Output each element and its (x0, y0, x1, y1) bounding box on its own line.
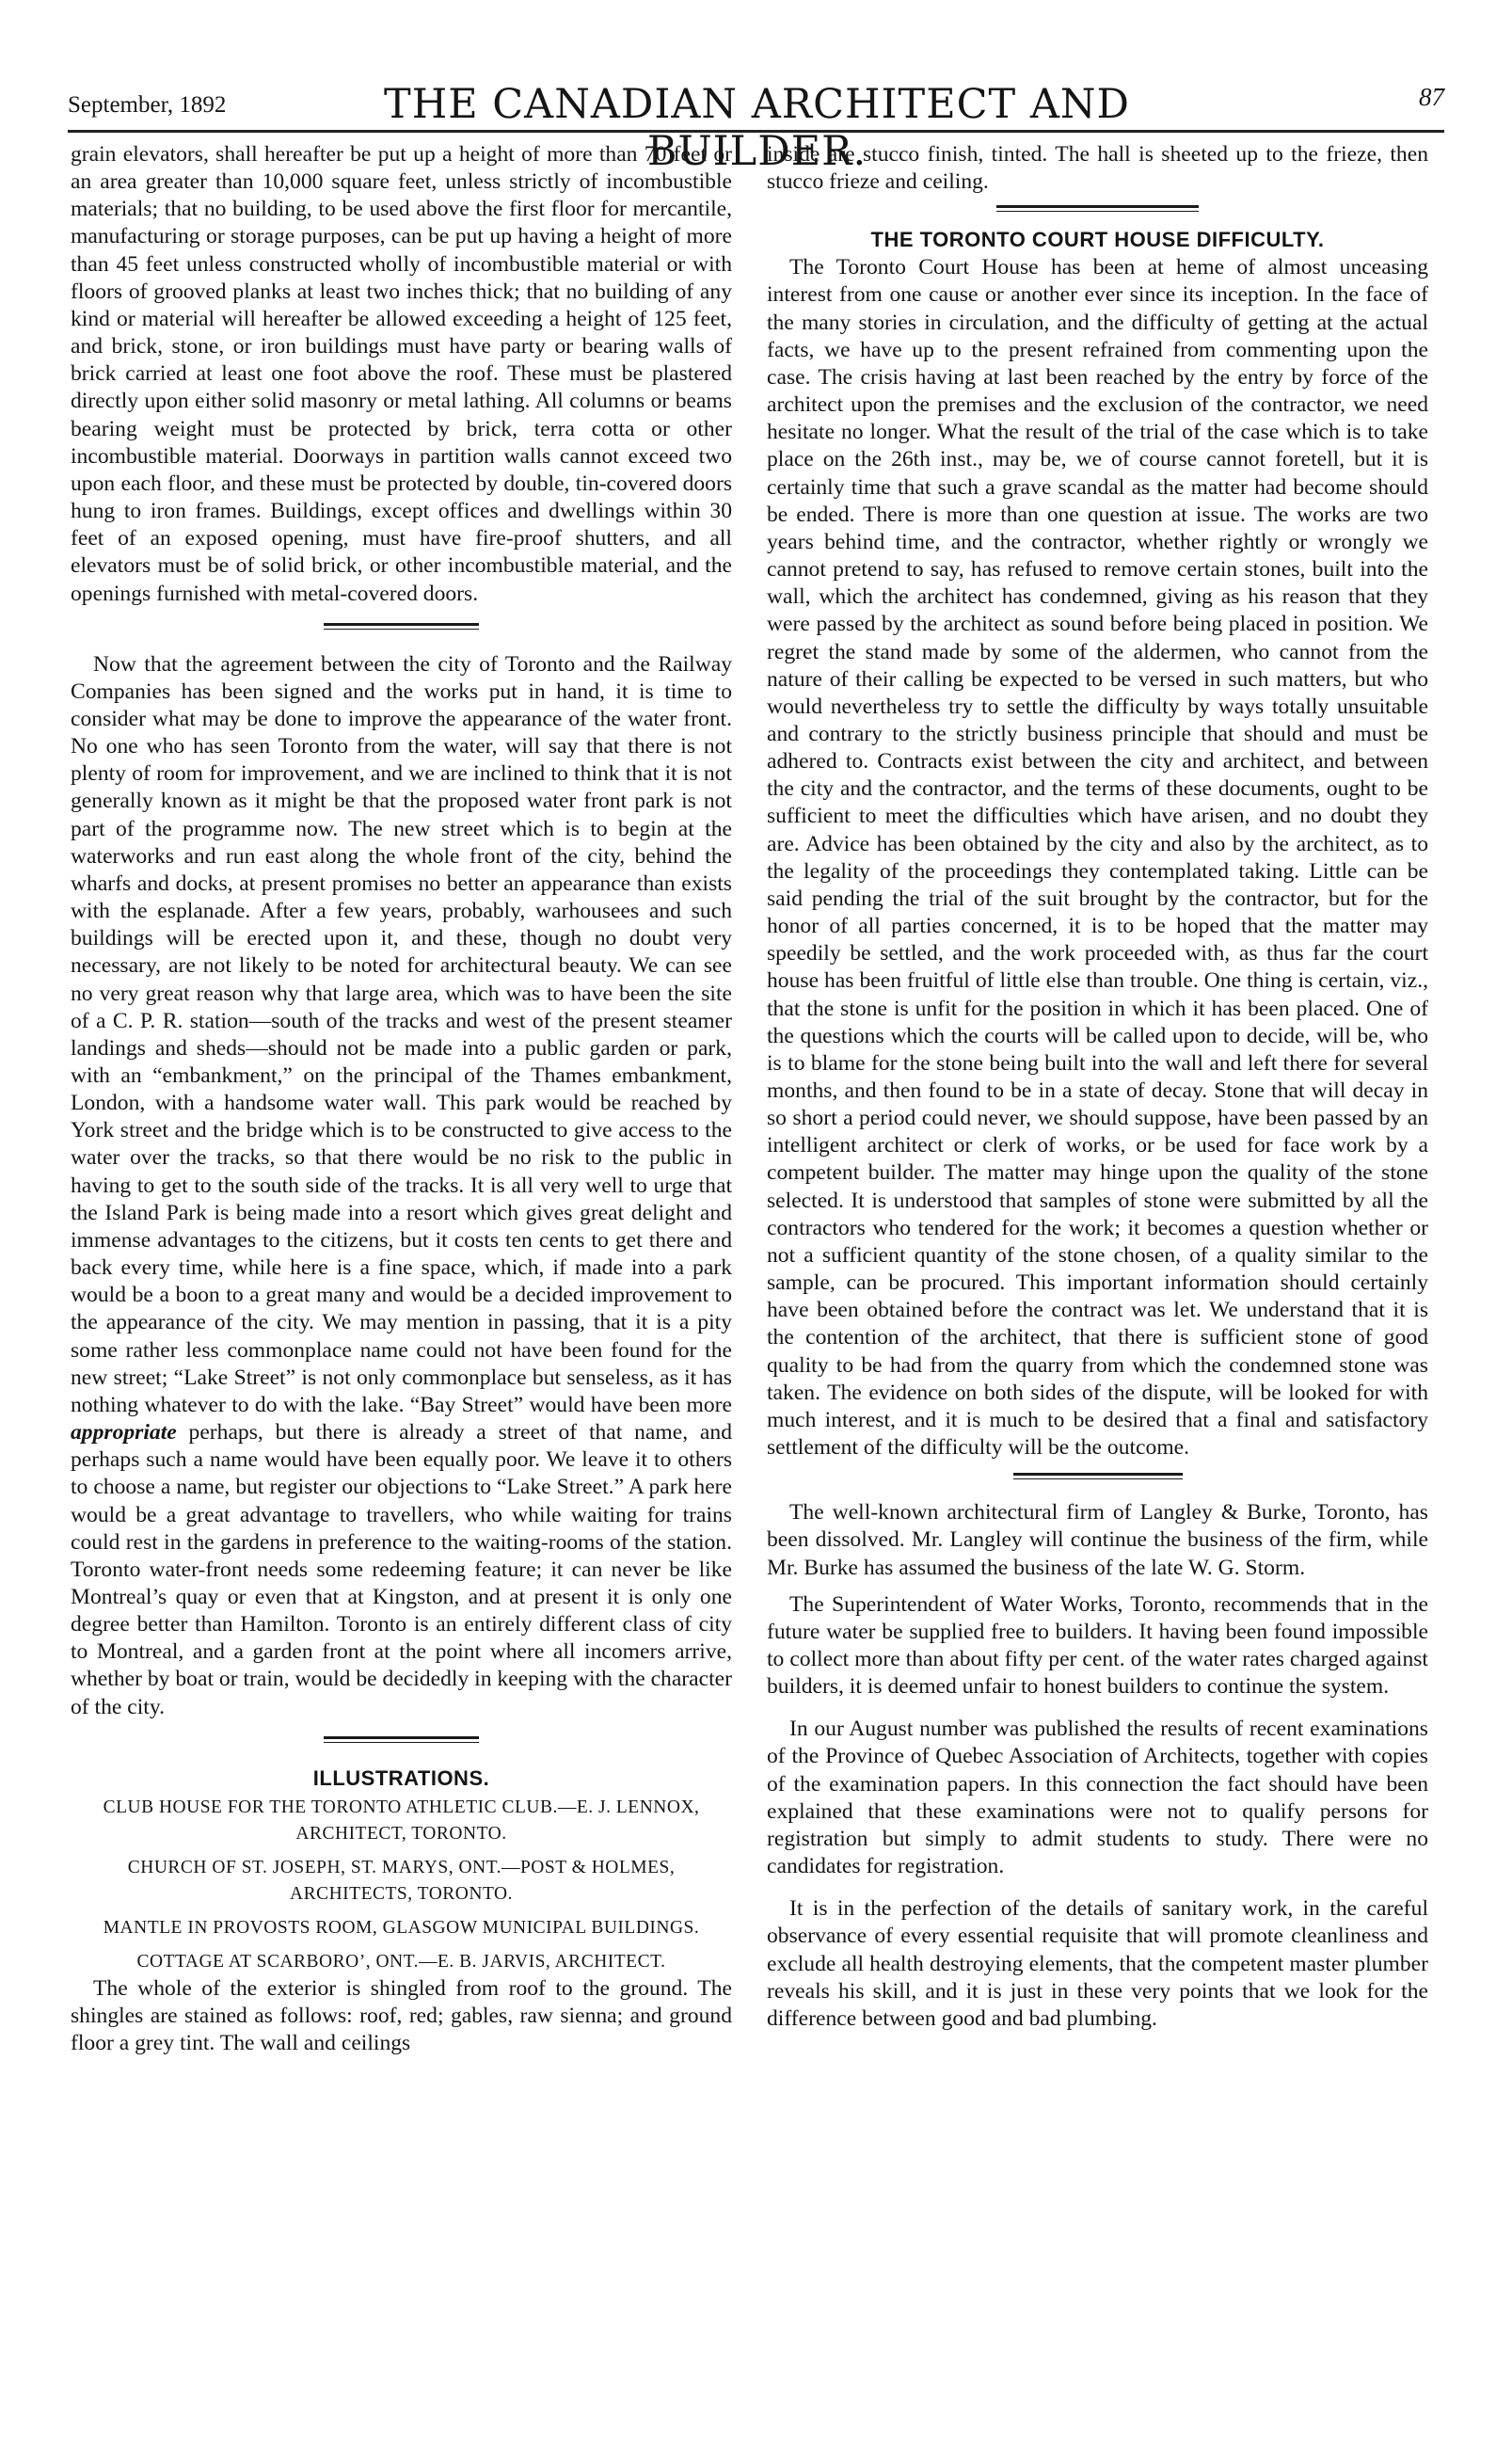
section-divider (1013, 1473, 1183, 1484)
news-note: The well-known architectural firm of Langley & Burke, Toronto, has been dissolved. Mr. Langley will continue the business of the firm, while Mr. Burke has assumed the business of the late W. G. Storm. (767, 1500, 1428, 1580)
illustration-caption: COTTAGE AT SCARBORO’, ONT.—E. B. JARVIS, ARCHITECT. (136, 1951, 666, 1972)
illustration-caption: MANTLE IN PROVOSTS ROOM, GLASGOW MUNICIPAL BUILDINGS. (103, 1917, 700, 1938)
page-number: 87 (1419, 83, 1444, 111)
cottage-description-continued: inside are stucco finish, tinted. The hall is sheeted up to the frieze, then stucco frieze and ceiling. (767, 142, 1428, 195)
section-divider (324, 623, 479, 634)
waterfront-italic-word: appropriate (71, 1420, 177, 1446)
left-column (71, 141, 732, 2057)
illustration-caption: CHURCH OF ST. JOSEPH, ST. MARYS, ONT.—POST & HOLMES, ARCHITECTS, TORONTO. (127, 1857, 676, 1904)
waterfront-paragraph (71, 651, 732, 1721)
waterfront-text-end: perhaps, but there is already a street of that name, and perhaps such a name would have been equally poor. We leave it to others to choose a name, but register our objections to “Lake Street.” A park here would be a great advantage to travellers, who while waiting for trains could rest in the gardens in preference to the waiting-rooms of the station. Toronto water-front needs some redeeming feature; it can never be like Montreal’s quay or even that at Kingston, and at present it is only one degree better than Hamilton. Toronto is an entirely different class of city to Montreal, and a garden front at the point where all incomers arrive, whether by boat or train, would be decidedly in keeping with the character of the city. (71, 1420, 732, 1719)
news-note: The Superintendent of Water Works, Toronto, recommends that in the future water be supplied free to builders. It having been found impossible to collect more than about fifty per cent. of the water rates charged against builders, it is deemed unfair to honest builders to continue the system. (767, 1591, 1428, 1700)
cottage-description: The whole of the exterior is shingled from roof to the ground. The shingles are stained as follows: roof, red; gables, raw sienna; and ground floor a grey tint. The wall and ceilings (71, 1975, 732, 2056)
news-note: In our August number was published the results of recent examinations of the Province of Quebec Association of Architects, together with copies of the examination papers. In this connection the fact should have been explained that these examinations were not to qualify persons for registration but simply to admit students to study. There were no candidates for registration. (767, 1717, 1428, 1879)
building-regulations-paragraph: grain elevators, shall hereafter be put up a height of more than 70 feet or an area greater than 10,000 square feet, unless strictly of incombustible materials; that no building, to be used above the first floor for mercantile, manufacturing or storage purposes, can be put up having a height of more than 45 feet unless constructed wholly of incombustible material or with floors of grooved planks at least two inches thick; that no building of any kind or material will hereafter be allowed exceeding a height of 125 feet, and brick, stone, or iron buildings must have party or bearing walls of brick carried at least one foot above the roof. These must be plastered directly upon either solid masonry or metal lathing. All columns or beams bearing weight must be protected by brick, terra cotta or other incombustible material. Doorways in partition walls cannot exceed two upon each floor, and these must be protected by double, tin-covered doors hung to iron frames. Buildings, except offices and dwellings within 30 feet of an exposed opening, must have fire-proof shutters, and all elevators must be of solid brick, or other incombustible material, and the openings furnished with metal-covered doors. (71, 142, 732, 606)
news-note: It is in the perfection of the details of sanitary work, in the careful observance of every essential requisite that will promote cleanliness and exclude all health destroying elements, that the competent master plumber reveals his skill, and it is just in these very points that we look for the difference between good and bad plumbing. (767, 1896, 1428, 2031)
illustrations-heading: ILLUSTRATIONS. (312, 1765, 490, 1790)
court-house-heading: THE TORONTO COURT HOUSE DIFFICULTY. (870, 228, 1325, 252)
publication-title: THE CANADIAN ARCHITECT AND BUILDER. (384, 81, 1130, 175)
court-house-body: The Toronto Court House has been at heme of almost unceasing interest from one cause or another ever since its inception. In the face of the many stories in circulation, and the difficulty of getting at the actual facts, we have up to the present refrained from commenting upon the case. The crisis having at last been reached by the entry by force of the architect upon the premises and the exclusion of the contractor, we need hesitate no longer. What the result of the trial of the case which is to take place on the 26th inst., may be, we of course cannot foretell, but it is certainly time that such a grave scandal as the matter had become should be ended. There is more than one question at issue. The works are two years behind time, and the contractor, whether rightly or wrongly we cannot pretend to say, has refused to remove certain stones, built into the wall, which the architect has condemned, giving as his reason that they were passed by the architect as sound before being placed in position. We regret the stand made by some of the aldermen, who cannot from the nature of their calling be expected to be versed in such matters, but who would nevertheless try to settle the difficulty by ways totally unsuitable and contrary to the strictly business principle that should and must be adhered to. Contracts exist between the city and architect, and between the city and the contractor, and the terms of these documents, ought to be sufficient to meet the difficulties which have arisen, and no doubt they are. Advice has been obtained by the city and also by the architect, as to the legality of the proceedings they contemplated taking. Little can be said pending the trial of the suit brought by the contractor, but for the honor of all parties concerned, it is to be hoped that the matter may speedily be settled, and the work proceeded with, as thus far the court house has been fruitful of little else than trouble. One thing is certain, viz., that the stone is unfit for the position in which it has been placed. One of the questions which the courts will be called upon to decide, will be, who is to blame for the stone being built into the wall and left there for several months, and then found to be in a state of decay. Stone that will decay in so short a period could never, we should suppose, have been passed by an intelligent architect or clerk of works, or be used for face work by a competent builder. The matter may hinge upon the quality of the stone selected. It is understood that samples of stone were submitted by all the contractors who tendered for the work; it becomes a question whether or not a sufficient quantity of the stone chosen, of a quality similar to the sample, can be procured. This important information should certainly have been obtained before the contract was let. We understand that it is the contention of the architect, that there is sufficient stone of good quality to be had from the quarry from which the condemned stone was taken. The evidence on both sides of the dispute, will be looked for with much interest, and it is much to be desired that a final and satisfactory settlement of the difficulty will be the outcome. (767, 255, 1428, 1461)
issue-date: September, 1892 (68, 92, 227, 118)
waterfront-text-start: Now that the agreement between the city of Toronto and the Railway Companies has been signed and the works put in hand, it is time to consider what may be done to improve the appearance of the water front. No one who has seen Toronto from the water, will say that there is not plenty of room for improvement, and we are inclined to think that it is not generally known as it might be that the proposed water front park is not part of the programme now. The new street which is to begin at the waterworks and run east along the whole front of the city, behind the wharfs and docks, at present promises no better an appearance than exists with the esplanade. After a few years, probably, warhousees and such buildings will be erected upon it, and these, though no doubt very necessary, are not likely to be noted for architectural beauty. We can see no very great reason why that large area, which was to have been the site of a C. P. R. station—south of the tracks and west of the present steamer landings and sheds—should not be made into a public garden or park, with an “embankment,” on the principal of the Thames embankment, London, with a handsome water wall. This park would be reached by York street and the bridge which is to be constructed to give access to the water over the tracks, so that there would be no risk to the public in having to get to the south side of the tracks. It is all very well to urge that the Island Park is being made into a resort which gives great delight and immense advantages to the citizens, but it costs ten cents to get there and back every time, while here is a fine space, which, if made into a park would be a boon to a great many and would be a decided improvement to the appearance of the city. We may mention in passing, that it is a pity some rather less commonplace name could not have been found for the new street; “Lake Street” is not only commonplace but senseless, as it has nothing whatever to do with the lake. “Bay Street” would have been more (71, 651, 732, 1417)
right-column (767, 141, 1428, 2033)
illustration-caption: CLUB HOUSE FOR THE TORONTO ATHLETIC CLUB.—E. J. LENNOX, ARCHITECT, TORONTO. (103, 1797, 700, 1844)
section-divider (996, 205, 1199, 216)
section-divider (324, 1736, 479, 1748)
